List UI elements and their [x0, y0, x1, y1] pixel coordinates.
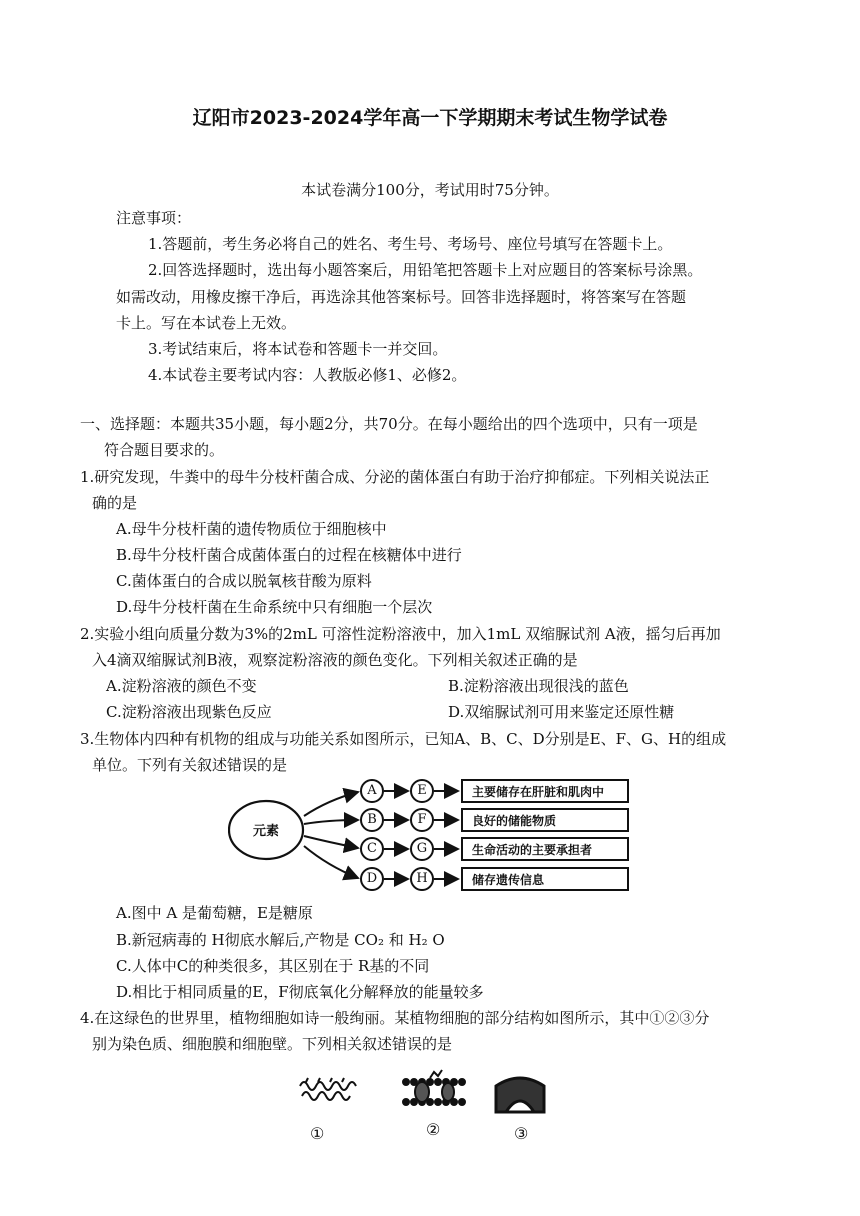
organic-matter-diagram: [228, 772, 640, 896]
question-4-stem: 4.在这绿色的世界里，植物细胞如诗一般绚丽。某植物细胞的部分结构如图所示，其中①②③分: [80, 1009, 710, 1027]
notice-line: 3.考试结束后，将本试卷和答题卡一并交回。: [148, 340, 448, 358]
diagram-function-h: 储存遗传信息: [472, 873, 545, 887]
question-2-stem-cont: 入4滴双缩脲试剂B液，观察淀粉溶液的颜色变化。下列相关叙述正确的是: [92, 651, 578, 669]
structure-drawings: [296, 1068, 556, 1120]
question-3-option-d: D.相比于相同质量的E，F彻底氧化分解释放的能量较多: [116, 983, 484, 1001]
page-title: 辽阳市2023-2024学年高一下学期期末考试生物学试卷: [192, 107, 668, 129]
diagram-node-b: B: [367, 812, 377, 827]
cell-membrane-drawing: [403, 1070, 465, 1105]
plant-cell-structures-figure: [296, 1068, 556, 1148]
diagram-node-e: E: [417, 783, 427, 798]
notice-line: 1.答题前，考生务必将自己的姓名、考生号、考场号、座位号填写在答题卡上。: [148, 235, 673, 253]
section-heading: 一、选择题：本题共35小题，每小题2分，共70分。在每小题给出的四个选项中，只有一项是: [80, 415, 698, 433]
diagram-node-f: F: [417, 812, 427, 827]
diagram-node-h: H: [416, 871, 428, 886]
question-1-stem: 1.研究发现，牛粪中的母牛分枝杆菌合成、分泌的菌体蛋白有助于治疗抑郁症。下列相关说法正: [80, 468, 710, 486]
question-1-option-d: D.母牛分枝杆菌在生命系统中只有细胞一个层次: [116, 598, 433, 616]
section-heading-cont: 符合题目要求的。: [104, 441, 225, 459]
question-1-option-c: C.菌体蛋白的合成以脱氧核苷酸为原料: [116, 572, 372, 590]
diagram-node-a: A: [367, 783, 377, 798]
figure-label-1: ①: [310, 1124, 325, 1143]
diagram-function-e: 主要储存在肝脏和肌肉中: [472, 785, 605, 799]
question-2-option-a: A.淀粉溶液的颜色不变: [106, 677, 257, 695]
notice-heading: 注意事项：: [116, 209, 192, 227]
cell-wall-drawing: [496, 1078, 544, 1112]
diagram-node-g: G: [416, 841, 428, 856]
diagram-function-g: 生命活动的主要承担者: [472, 843, 593, 857]
question-2-option-c: C.淀粉溶液出现紫色反应: [106, 703, 272, 721]
notice-line: 2.回答选择题时，选出每小题答案后，用铅笔把答题卡上对应题目的答案标号涂黑。: [148, 261, 703, 279]
figure-label-2: ②: [426, 1120, 441, 1139]
question-3-stem: 3.生物体内四种有机物的组成与功能关系如图所示，已知A、B、C、D分别是E、F、G、H的组成: [80, 730, 727, 748]
question-2-option-d: D.双缩脲试剂可用来鉴定还原性糖: [448, 703, 675, 721]
diagram-node-d: D: [366, 871, 378, 886]
diagram-function-f: 良好的储能物质: [472, 814, 557, 828]
question-1-option-a: A.母牛分枝杆菌的遗传物质位于细胞核中: [116, 520, 387, 538]
notice-line: 4.本试卷主要考试内容：人教版必修1、必修2。: [148, 366, 467, 384]
question-2-stem: 2.实验小组向质量分数为3%的2mL 可溶性淀粉溶液中，加入1mL 双缩脲试剂 A液，摇匀后再加: [80, 625, 721, 643]
question-1-stem-cont: 确的是: [92, 494, 138, 512]
question-1-option-b: B.母牛分枝杆菌合成菌体蛋白的过程在核糖体中进行: [116, 546, 462, 564]
chromatin-drawing: [300, 1078, 356, 1100]
notice-line: 如需改动，用橡皮擦干净后，再选涂其他答案标号。回答非选择题时，将答案写在答题: [116, 288, 687, 306]
notice-line: 卡上。写在本试卷上无效。: [116, 314, 297, 332]
diagram-elements-label: 元素: [252, 824, 279, 839]
diagram-node-c: C: [367, 841, 377, 856]
figure-label-3: ③: [514, 1124, 529, 1143]
question-3-option-a: A.图中 A 是葡萄糖，E是糖原: [116, 904, 313, 922]
question-4-stem-cont: 别为染色质、细胞膜和细胞壁。下列相关叙述错误的是: [92, 1035, 453, 1053]
question-3-option-b: B.新冠病毒的 H彻底水解后,产物是 CO₂ 和 H₂ O: [116, 931, 445, 949]
question-3-stem-cont: 单位。下列有关叙述错误的是: [92, 756, 288, 774]
exam-intro: 本试卷满分100分，考试用时75分钟。: [301, 181, 559, 199]
question-2-option-b: B.淀粉溶液出现很浅的蓝色: [448, 677, 629, 695]
question-3-option-c: C.人体中C的种类很多，其区别在于 R基的不同: [116, 957, 430, 975]
